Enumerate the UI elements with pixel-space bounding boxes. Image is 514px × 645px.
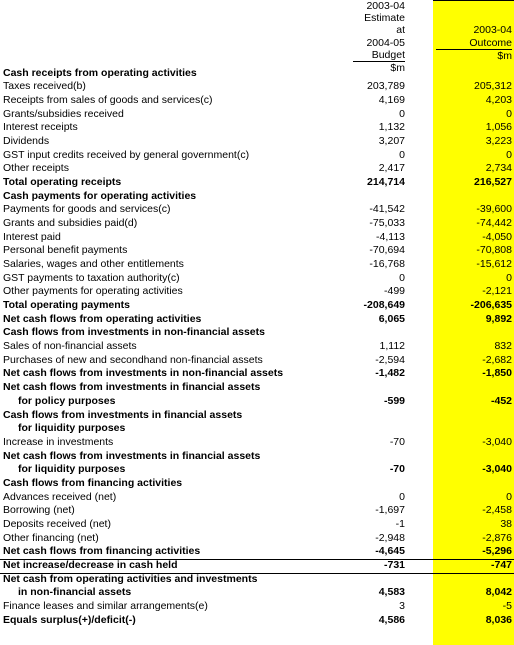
- row-value-estimate: 4,583: [378, 586, 405, 599]
- header-col1-line: Estimate at: [364, 12, 405, 37]
- row-value-outcome: 8,042: [485, 586, 512, 599]
- table-row: [0, 532, 514, 546]
- row-label: Payments for goods and services(c): [3, 203, 171, 216]
- row-label: Grants and subsidies paid(d): [3, 216, 138, 229]
- table-row: [0, 80, 514, 94]
- row-label: in non-financial assets: [18, 586, 132, 599]
- row-value-estimate: -731: [383, 558, 405, 571]
- row-value-estimate: 0: [399, 490, 405, 503]
- row-value-estimate: -1,482: [375, 367, 405, 380]
- row-value-estimate: -16,768: [369, 258, 405, 271]
- row-label: Personal benefit payments: [3, 244, 128, 257]
- row-value-estimate: -1,697: [375, 504, 405, 517]
- row-value-outcome: -5,296: [482, 545, 512, 558]
- table-row: [0, 614, 514, 628]
- row-label: Increase in investments: [3, 435, 114, 448]
- table-row: [0, 176, 514, 190]
- row-value-estimate: 3: [399, 600, 405, 613]
- row-label: Cash receipts from operating activities: [3, 66, 197, 79]
- table-row: [0, 586, 514, 600]
- row-value-estimate: 0: [399, 148, 405, 161]
- row-label: Advances received (net): [3, 490, 117, 503]
- row-value-estimate: -599: [383, 394, 405, 407]
- row-label: Dividends: [3, 134, 50, 147]
- row-label: Net increase/decrease in cash held: [3, 558, 178, 571]
- row-value-estimate: 4,169: [378, 93, 405, 106]
- table-row: [0, 573, 514, 587]
- row-value-estimate: -2,594: [375, 353, 405, 366]
- row-value-outcome: 38: [500, 517, 512, 530]
- row-label: Net cash flows from investments in non-financial assets: [3, 367, 284, 380]
- row-label: Net cash from operating activities and investments: [3, 572, 258, 585]
- row-value-outcome: -452: [490, 394, 512, 407]
- row-label: GST input credits received by general government(c): [3, 148, 250, 161]
- table-row: [0, 285, 514, 299]
- row-label: Other payments for operating activities: [3, 285, 183, 298]
- header-col2-line: Outcome: [469, 36, 512, 49]
- row-value-outcome: -206,635: [470, 299, 512, 312]
- row-value-outcome: -2,458: [482, 504, 512, 517]
- row-value-outcome: -5: [502, 600, 512, 613]
- row-label: Total operating receipts: [3, 175, 122, 188]
- header-col1-unit: $m: [353, 61, 405, 74]
- header-col1-line: 2004-05: [366, 36, 405, 49]
- row-label: for policy purposes: [18, 394, 116, 407]
- row-value-estimate: -70,694: [369, 244, 405, 257]
- row-value-outcome: 205,312: [474, 80, 512, 93]
- row-value-outcome: -15,612: [476, 258, 512, 271]
- row-label: Net cash flows from operating activities: [3, 312, 202, 325]
- row-label: Sales of non-financial assets: [3, 340, 137, 353]
- table-row: [0, 258, 514, 272]
- row-label: Other financing (net): [3, 531, 99, 544]
- row-label: Equals surplus(+)/deficit(-): [3, 613, 136, 626]
- header-col2-line: 2003-04: [473, 24, 512, 37]
- table-row: [0, 149, 514, 163]
- row-value-outcome: 216,527: [474, 175, 512, 188]
- row-value-estimate: -2,948: [375, 531, 405, 544]
- row-value-outcome: -70,808: [476, 244, 512, 257]
- row-label: Cash payments for operating activities: [3, 189, 197, 202]
- header-col2-unit: $m: [436, 49, 512, 62]
- table-row: [0, 94, 514, 108]
- row-label: GST payments to taxation authority(c): [3, 271, 180, 284]
- row-value-estimate: 4,586: [378, 613, 405, 626]
- table-row: [0, 108, 514, 122]
- row-label: Other receipts: [3, 162, 69, 175]
- row-value-estimate: -499: [383, 285, 405, 298]
- row-value-outcome: 0: [506, 148, 512, 161]
- row-label: Net cash flows from investments in financial assets: [3, 381, 261, 394]
- table-row: [0, 244, 514, 258]
- row-value-estimate: 3,207: [378, 134, 405, 147]
- row-label: Cash flows from financing activities: [3, 476, 183, 489]
- table-row: [0, 395, 514, 409]
- row-label: Receipts from sales of goods and services(c): [3, 93, 213, 106]
- table-row: [0, 463, 514, 477]
- row-value-outcome: 4,203: [485, 93, 512, 106]
- row-value-outcome: -2,876: [482, 531, 512, 544]
- row-value-outcome: 0: [506, 490, 512, 503]
- row-label: Cash flows from investments in non-financial assets: [3, 326, 265, 339]
- table-row: [0, 477, 514, 491]
- table-row: [0, 381, 514, 395]
- row-label: Total operating payments: [3, 299, 130, 312]
- table-row: [0, 299, 514, 313]
- table-row: [0, 409, 514, 423]
- row-label: for liquidity purposes: [18, 463, 126, 476]
- row-label: Deposits received (net): [3, 517, 111, 530]
- row-label: Net cash flows from financing activities: [3, 545, 201, 558]
- row-label: Interest receipts: [3, 121, 78, 134]
- header-col1-line: Budget: [371, 48, 405, 61]
- table-row: [0, 518, 514, 532]
- row-value-outcome: 0: [506, 107, 512, 120]
- table-row: [0, 135, 514, 149]
- header-col-outcome: [436, 0, 512, 66]
- row-label: Net cash flows from investments in financial assets: [3, 449, 261, 462]
- row-value-estimate: -75,033: [369, 216, 405, 229]
- row-value-outcome: 2,734: [485, 162, 512, 175]
- table-row: [0, 313, 514, 327]
- row-label: Taxes received(b): [3, 80, 86, 93]
- table-row: [0, 190, 514, 204]
- header-col-estimate: [353, 0, 405, 75]
- table-row: [0, 231, 514, 245]
- row-value-estimate: 0: [399, 271, 405, 284]
- row-value-estimate: 1,132: [378, 121, 405, 134]
- row-value-outcome: 8,036: [485, 613, 512, 626]
- row-label: Borrowing (net): [3, 504, 75, 517]
- row-value-outcome: -1,850: [482, 367, 512, 380]
- row-value-outcome: 9,892: [485, 312, 512, 325]
- row-label: for liquidity purposes: [18, 422, 126, 435]
- table-row: [0, 121, 514, 135]
- row-value-outcome: -2,682: [482, 353, 512, 366]
- table-row: [0, 504, 514, 518]
- row-label: Salaries, wages and other entitlements: [3, 258, 184, 271]
- row-value-estimate: 2,417: [378, 162, 405, 175]
- row-value-outcome: 3,223: [485, 134, 512, 147]
- table-row: [0, 340, 514, 354]
- header-col1-line: 2003-04: [366, 0, 405, 12]
- row-value-outcome: -747: [490, 558, 512, 571]
- row-value-estimate: 1,112: [379, 340, 405, 353]
- table-row: [0, 422, 514, 436]
- row-value-outcome: -4,050: [482, 230, 512, 243]
- table-row: [0, 326, 514, 340]
- table-row: [0, 491, 514, 505]
- table-row: [0, 67, 514, 81]
- row-value-estimate: 0: [399, 107, 405, 120]
- row-value-estimate: -70: [389, 463, 405, 476]
- table-row: [0, 545, 514, 559]
- table-row: [0, 559, 514, 573]
- row-value-estimate: -4,113: [376, 230, 405, 243]
- row-value-outcome: -3,040: [482, 463, 512, 476]
- row-label: Grants/subsidies received: [3, 107, 124, 120]
- row-value-outcome: 0: [506, 271, 512, 284]
- row-value-outcome: -39,600: [476, 203, 512, 216]
- row-value-outcome: -2,121: [482, 285, 512, 298]
- table-row: [0, 217, 514, 231]
- table-row: [0, 600, 514, 614]
- table-row: [0, 450, 514, 464]
- table-row: [0, 203, 514, 217]
- table-row: [0, 436, 514, 450]
- row-label: Finance leases and similar arrangements(e): [3, 600, 208, 613]
- row-label: Interest paid: [3, 230, 61, 243]
- row-label: Cash flows from investments in financial assets: [3, 408, 243, 421]
- table-row: [0, 354, 514, 368]
- row-label: Purchases of new and secondhand non-financial assets: [3, 353, 263, 366]
- row-value-estimate: 203,789: [367, 80, 405, 93]
- table-row: [0, 367, 514, 381]
- table-row: [0, 272, 514, 286]
- row-value-estimate: -4,645: [375, 545, 405, 558]
- table-row: [0, 162, 514, 176]
- row-value-estimate: -70: [389, 435, 405, 448]
- row-value-estimate: 6,065: [378, 312, 405, 325]
- row-value-outcome: 832: [494, 340, 512, 353]
- row-value-outcome: -74,442: [476, 216, 512, 229]
- row-value-estimate: -41,542: [369, 203, 405, 216]
- row-value-outcome: -3,040: [482, 435, 512, 448]
- row-value-estimate: 214,714: [367, 175, 405, 188]
- row-value-outcome: 1,056: [485, 121, 512, 134]
- row-value-estimate: -1: [395, 517, 405, 530]
- row-value-estimate: -208,649: [363, 299, 405, 312]
